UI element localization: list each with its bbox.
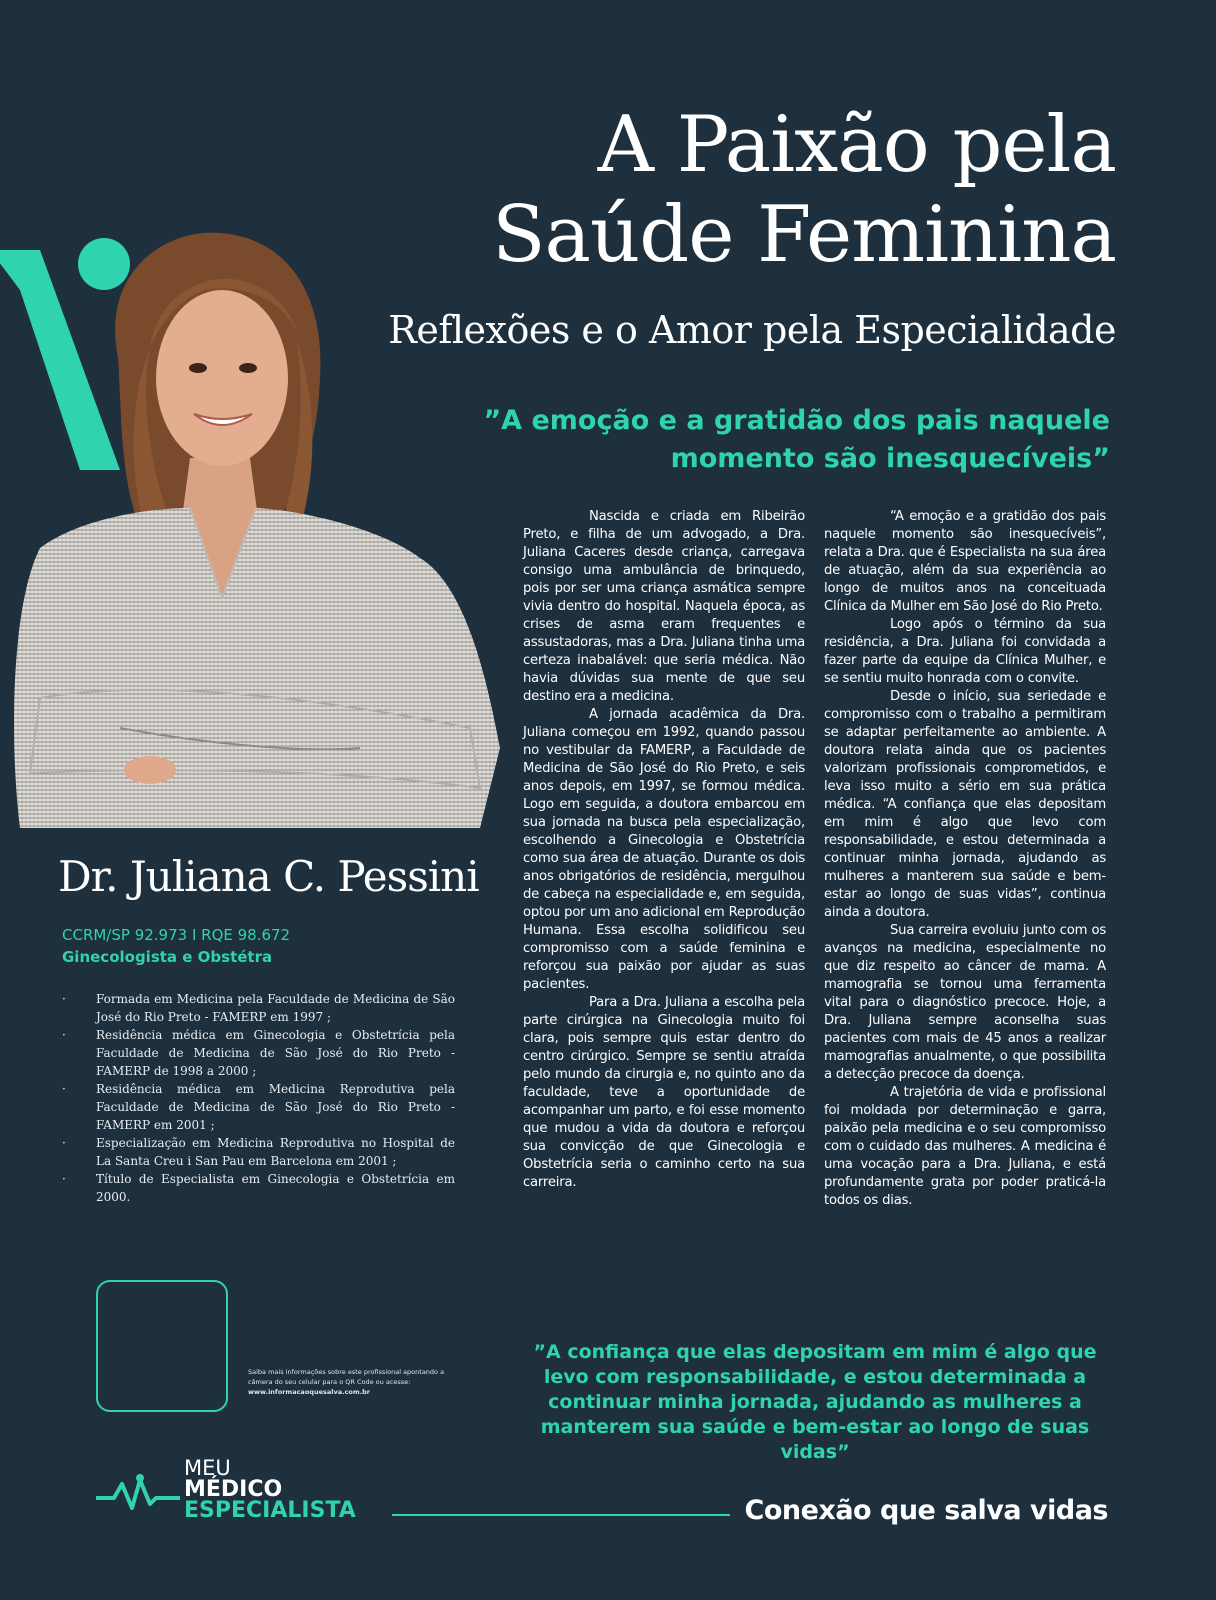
cv-item: · Residência médica em Ginecologia e Obstetrícia pela Faculdade de Medicina de São José do Rio Preto - FAMERP de 1998 a 2000 ; xyxy=(60,1026,455,1080)
heartbeat-icon xyxy=(96,1474,180,1514)
logo-text xyxy=(184,1458,356,1521)
article-paragraph: Logo após o término da sua residência, a Dra. Juliana foi convidada a fazer parte da equipe da Clínica Mulher, e se sentiu muito honrada com o convite. xyxy=(824,617,1106,686)
doctor-credentials xyxy=(62,924,482,968)
article-subtitle: Reflexões e o Amor pela Especialidade xyxy=(388,308,1116,352)
doctor-name: Dr. Juliana C. Pessini xyxy=(58,852,479,901)
headline-line-2: Saúde Feminina xyxy=(492,190,1116,280)
footer-divider xyxy=(392,1514,730,1516)
headline-line-1: A Paixão pela xyxy=(597,100,1116,190)
doctor-registry: CCRM/SP 92.973 I RQE 98.672 xyxy=(62,926,291,944)
pull-quote-top xyxy=(470,402,1110,478)
article-paragraph: Desde o início, sua seriedade e compromisso com o trabalho a permitiram se adaptar perfeitamente ao ambiente. A doutora relata ainda que os pacientes valorizam profissionais comprometidos, e leva isso muito a sério em sua prática médica. “A confiança que elas depositam em mim é algo que levo com responsabilidade, e estou determinada a continuar minha jornada, ajudando as mulheres a manterem sua saúde e bem-estar ao longo de suas vidas”, continua ainda a doutora. xyxy=(824,689,1106,920)
article-paragraph: Sua carreira evoluiu junto com os avanços na medicina, especialmente no que diz respeito ao câncer de mama. A mamografia se tornou uma ferramenta vital para o diagnóstico precoce. Hoje, a Dra. Juliana sempre aconselha suas pacientes com mais de 45 anos a realizar mamografias anualmente, o que possibilita a detecção precoce da doença. xyxy=(824,923,1106,1082)
logo-line-medico: MÉDICO xyxy=(184,1477,283,1502)
article-paragraph: A trajetória de vida e profissional foi moldada por determinação e garra, paixão pela medicina e o seu compromisso com o cuidado das mulheres. A medicina é uma vocação para a Dra. Juliana, e está profundamente grata por poder praticá-la todos os dias. xyxy=(824,1085,1106,1208)
qr-code-frame[interactable] xyxy=(96,1280,228,1412)
brand-logo[interactable] xyxy=(96,1458,396,1528)
article-headline xyxy=(396,100,1116,280)
pull-quote-top-line-2: momento são inesquecíveis” xyxy=(670,443,1110,474)
pull-quote-top-line-1: ”A emoção e a gratidão dos pais naquele xyxy=(483,405,1110,436)
pull-quote-bottom: ”A confiança que elas depositam em mim é algo que levo com responsabilidade, e estou determinada a continuar minha jornada, ajudando as mulheres a manterem sua saúde e bem-estar ao longo de suas vidas” xyxy=(533,1341,1097,1463)
footer-tagline: Conexão que salva vidas xyxy=(744,1495,1108,1526)
qr-info-text: Saiba mais informações sobre este profissional apontando a câmera do seu celular para o QR Code ou acesse: xyxy=(248,1368,445,1386)
article-paragraph: “A emoção e a gratidão dos pais naquele momento são inesquecíveis”, relata a Dra. que é Especialista na sua área de atuação, além da sua experiência ao longo de muitos anos na conceituada Clínica da Mulher em São José do Rio Preto. xyxy=(824,509,1106,614)
article-column-right xyxy=(824,508,1106,1210)
article-paragraph: Nascida e criada em Ribeirão Preto, e filha de um advogado, a Dra. Juliana Caceres desde criança, carregava consigo uma ambulância de brinquedo, pois por ser uma criança asmática sempre vivia dentro do hospital. Naquela época, as crises de asma eram frequentes e assustadoras, mas a Dra. Juliana tinha uma certeza inabalável: que seria médica. Não havia dúvidas sua mente de que seu destino era a medicina. xyxy=(523,509,805,704)
article-paragraph: A jornada acadêmica da Dra. Juliana começou em 1992, quando passou no vestibular da FAMERP, a Faculdade de Medicina de São José do Rio Preto, e seis anos depois, em 1997, se formou médica. Logo em seguida, a doutora embarcou em sua jornada na busca pela especialização, escolhendo a Ginecologia e Obstetrícia como sua área de atuação. Durante os dois anos obrigatórios de residência, mergulhou de cabeça na especialidade e, em seguida, optou por um ano adicional em Reprodução Humana. Essa escolha solidificou seu compromisso com a saúde feminina e reforçou sua paixão por ajudar as suas pacientes. xyxy=(523,707,805,992)
logo-line-meu: MEU xyxy=(184,1456,231,1480)
doctor-specialty: Ginecologista e Obstétra xyxy=(62,948,273,966)
article-column-left xyxy=(523,508,805,1192)
logo-line-especialista: ESPECIALISTA xyxy=(184,1498,356,1523)
cv-item: · Título de Especialista em Ginecologia e Obstetrícia em 2000. xyxy=(60,1170,455,1206)
qr-info xyxy=(248,1367,448,1397)
cv-list xyxy=(60,990,455,1206)
cv-item: · Formada em Medicina pela Faculdade de Medicina de São José do Rio Preto - FAMERP em 1997 ; xyxy=(60,990,455,1026)
article-paragraph: Para a Dra. Juliana a escolha pela parte cirúrgica na Ginecologia muito foi clara, pois sempre quis estar dentro do centro cirúrgico. Sempre se sentiu atraída pelo mundo da cirurgia e, no quinto ano da faculdade, teve a oportunidade de acompanhar um parto, e foi esse momento que mudou a vida da doutora e reforçou sua convicção de que Ginecologia e Obstetrícia seria o caminho certo na sua carreira. xyxy=(523,995,805,1190)
cv-item: · Residência médica em Medicina Reprodutiva pela Faculdade de Medicina de São José do Rio Preto - FAMERP em 2001 ; xyxy=(60,1080,455,1134)
qr-info-url[interactable]: www.informacaoquesalva.com.br xyxy=(248,1388,370,1396)
cv-item: · Especialização em Medicina Reprodutiva no Hospital de La Santa Creu i San Pau em Barcelona em 2001 ; xyxy=(60,1134,455,1170)
